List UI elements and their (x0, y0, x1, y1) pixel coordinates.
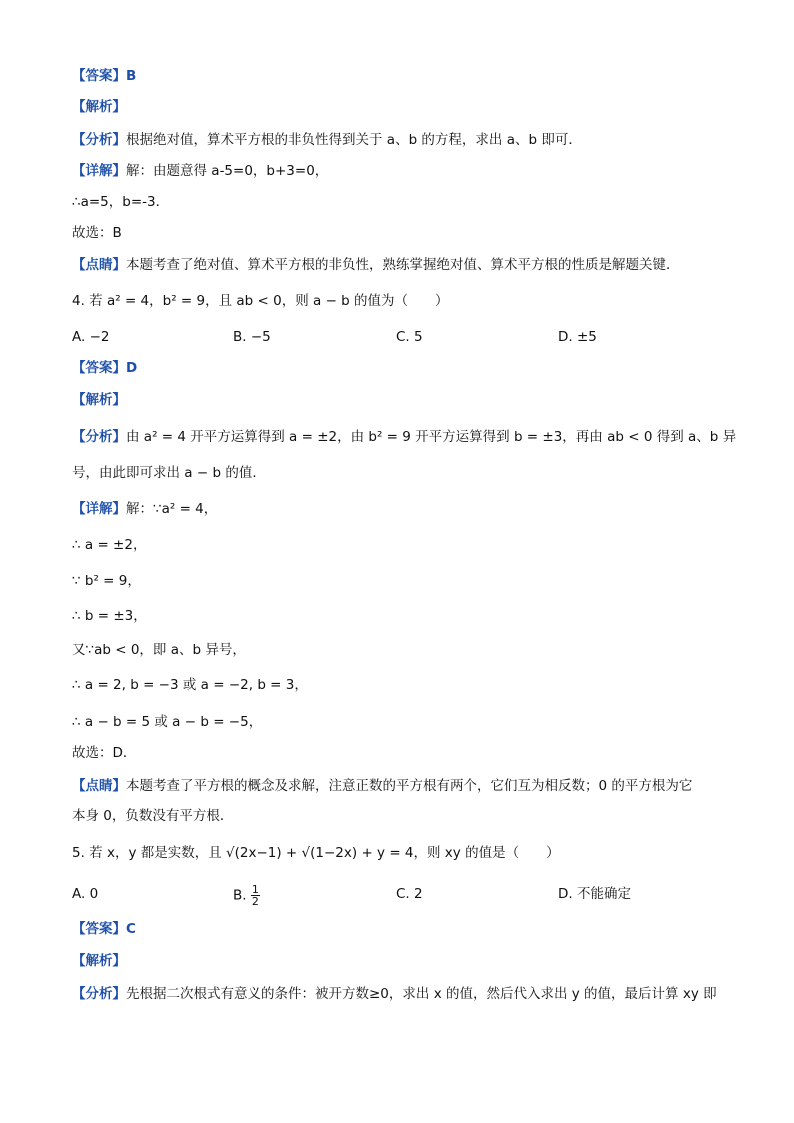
analysis-heading: 【解析】 (72, 99, 126, 115)
analysis-heading: 【解析】 (72, 392, 126, 408)
detail-text: 【详解】解：由题意得 a-5=0，b+3=0， (72, 163, 329, 179)
answer-label: 【答案】B (72, 68, 137, 84)
answer-label: 【答案】C (72, 921, 136, 937)
solution-line: ∴a=5，b=-3． (72, 194, 170, 210)
solution-line: ∴ b = ±3， (72, 608, 147, 624)
q4-option-c: C. 5 (396, 329, 423, 345)
comment-text: 【点睛】本题考查了平方根的概念及求解，注意正数的平方根有两个，它们互为相反数；0 的平方根为它 (72, 778, 693, 794)
solution-line: ∴ a = 2, b = −3 或 a = −2, b = 3， (72, 677, 308, 693)
analysis-heading: 【解析】 (72, 953, 126, 969)
comment-text-cont: 本身 0，负数没有平方根． (72, 808, 234, 824)
question-5: 5. 若 x，y 都是实数，且 √(2x−1) + √(1−2x) + y = 4，则 xy 的值是（ ） (72, 845, 560, 861)
q5-option-c: C. 2 (396, 886, 423, 902)
solution-line: 又∵ab < 0，即 a、b 异号， (72, 642, 246, 658)
solution-line: ∵ b² = 9， (72, 573, 141, 589)
q4-option-a: A. −2 (72, 329, 110, 345)
question-4: 4. 若 a² = 4，b² = 9，且 ab < 0，则 a − b 的值为（ ） (72, 293, 449, 309)
analysis-text: 【分析】根据绝对值，算术平方根的非负性得到关于 a、b 的方程，求出 a、b 即可． (72, 132, 582, 148)
answer-label: 【答案】D (72, 360, 138, 376)
q5-option-a: A. 0 (72, 886, 99, 902)
q4-option-d: D. ±5 (558, 329, 597, 345)
solution-line: ∴ a = ±2， (72, 537, 147, 553)
detail-text: 【详解】解：∵a² = 4， (72, 501, 218, 517)
fraction: $\frac{1}{2}$ (251, 883, 259, 908)
comment-text: 【点睛】本题考查了绝对值、算术平方根的非负性，熟练掌握绝对值、算术平方根的性质是解题关键． (72, 257, 680, 273)
solution-line: ∴ a − b = 5 或 a − b = −5， (72, 714, 263, 730)
analysis-text: 【分析】由 a² = 4 开平方运算得到 a = ±2，由 b² = 9 开平方运算得到 b = ±3，再由 ab < 0 得到 a、b 异 (72, 429, 737, 445)
choice-line: 故选：D． (72, 745, 137, 761)
analysis-text-cont: 号，由此即可求出 a − b 的值． (72, 465, 266, 481)
q4-option-b: B. −5 (233, 329, 271, 345)
q5-option-d: D. 不能确定 (558, 886, 631, 902)
choice-line: 故选：B (72, 225, 122, 241)
q5-option-b: B. $\frac{1}{2}$ (233, 883, 259, 908)
analysis-text: 【分析】先根据二次根式有意义的条件：被开方数≥0，求出 x 的值，然后代入求出 y 的值，最后计算 xy 即 (72, 986, 717, 1002)
